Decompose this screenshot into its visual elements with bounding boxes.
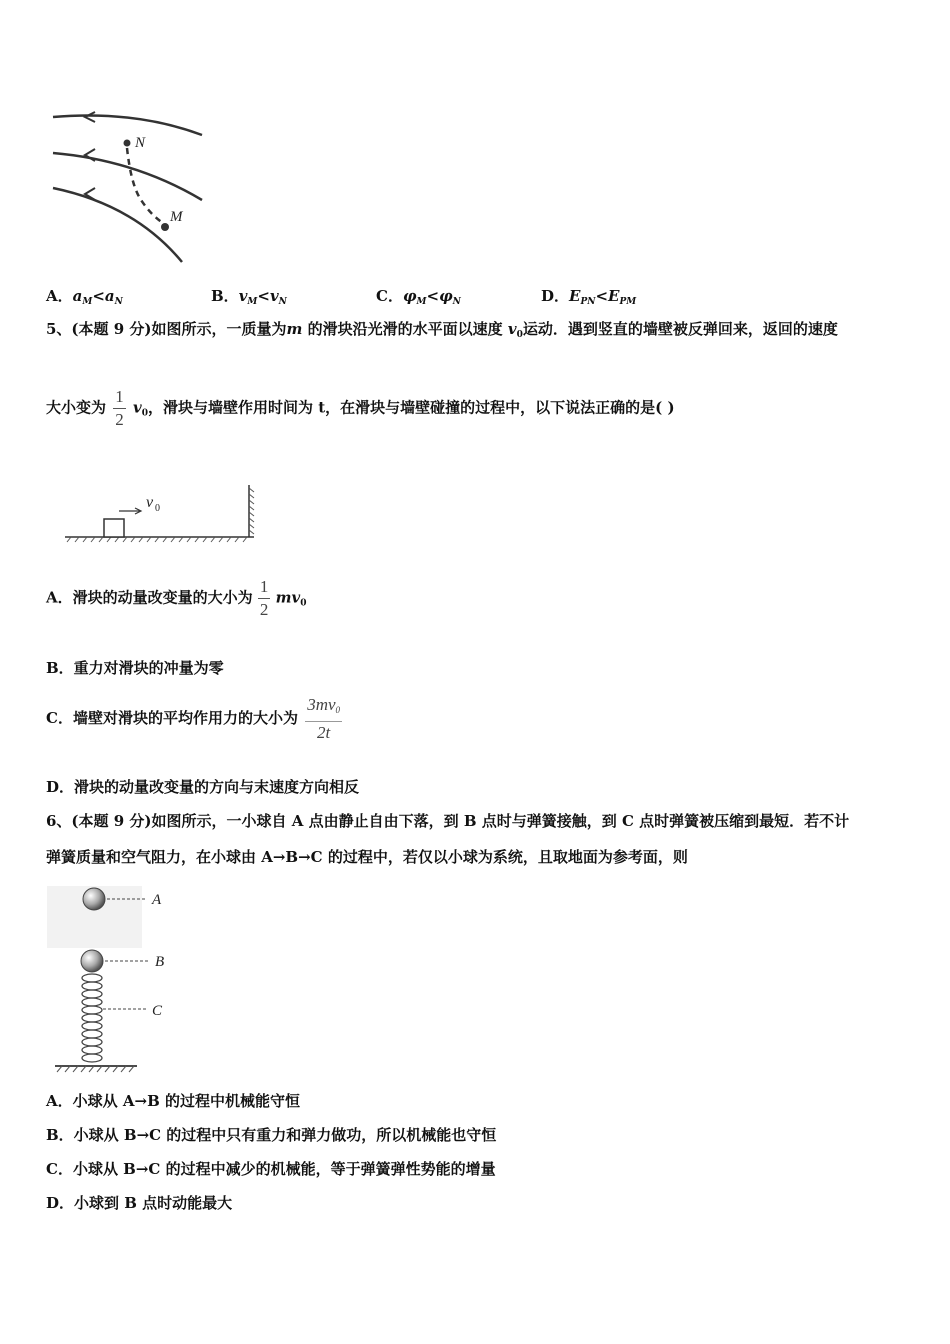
q4-option-a[interactable]: A．$a_M<a_N$	[46, 287, 123, 307]
point-c-label: C	[152, 1003, 163, 1019]
field-lines-figure	[45, 105, 215, 270]
q6-option-c[interactable]: C．小球从 B→C 的过程中减少的机械能，等于弹簧弹性势能的增量	[46, 1160, 496, 1178]
q5-fraction-half: $\frac{1}{2}$	[115, 387, 124, 429]
q6-stem-line2: 弹簧质量和空气阻力，在小球由 A→B→C 的过程中，若仅以小球为系统，且取地面为参考面，则	[46, 848, 688, 866]
q5-stem-line1: 5、(本题 9 分)如图所示，一质量为m 的滑块沿光滑的水平面以速度 $v_0$运动．遇到竖直的墙壁被反弹回来，返回的速度	[46, 320, 838, 340]
v0-label: v	[146, 494, 154, 511]
q5-stem-line2: 大小变为 $\frac{1}{2}$ $v_0$，滑块与墙壁作用时间为 t，在滑块与墙壁碰撞的过程中，以下说法正确的是( )	[46, 387, 675, 429]
q4-option-c[interactable]: C．$\varphi_M<\varphi_N$	[376, 287, 461, 307]
q6-stem-line1: 6、(本题 9 分)如图所示，一小球自 A 点由静止自由下落，到 B 点时与弹簧接触，到 C 点时弹簧被压缩到最短．若不计	[46, 812, 850, 830]
v0-sub: 0	[155, 503, 160, 514]
q6-option-d[interactable]: D．小球到 B 点时动能最大	[46, 1194, 233, 1212]
q6-option-b[interactable]: B．小球从 B→C 的过程中只有重力和弹力做功，所以机械能也守恒	[46, 1126, 497, 1144]
point-n-label: N	[135, 135, 146, 151]
q5-option-c[interactable]: C．墙壁对滑块的平均作用力的大小为 $\frac{3mv_0}{2t}$	[46, 695, 341, 742]
q5-option-d[interactable]: D．滑块的动量改变量的方向与末速度方向相反	[46, 778, 360, 796]
q5-option-b[interactable]: B．重力对滑块的冲量为零	[46, 659, 224, 677]
q5-option-c-fraction: $\frac{3mv_0}{2t}$	[307, 695, 341, 742]
q4-option-d[interactable]: D．$E_{PN}<E_{PM}$	[541, 287, 637, 307]
q4-option-b[interactable]: B．$v_M<v_N$	[211, 287, 287, 307]
point-b-label: B	[155, 954, 165, 970]
block-wall-figure	[62, 482, 262, 547]
q5-option-a[interactable]: A．滑块的动量改变量的大小为 $\frac{1}{2}$ $mv_0$	[46, 577, 307, 619]
q6-option-a[interactable]: A．小球从 A→B 的过程中机械能守恒	[46, 1092, 300, 1110]
ball-spring-figure	[45, 878, 185, 1078]
q5-option-a-fraction: $\frac{1}{2}$	[259, 577, 269, 619]
point-a-label: A	[152, 892, 162, 908]
point-m-label: M	[170, 209, 183, 225]
